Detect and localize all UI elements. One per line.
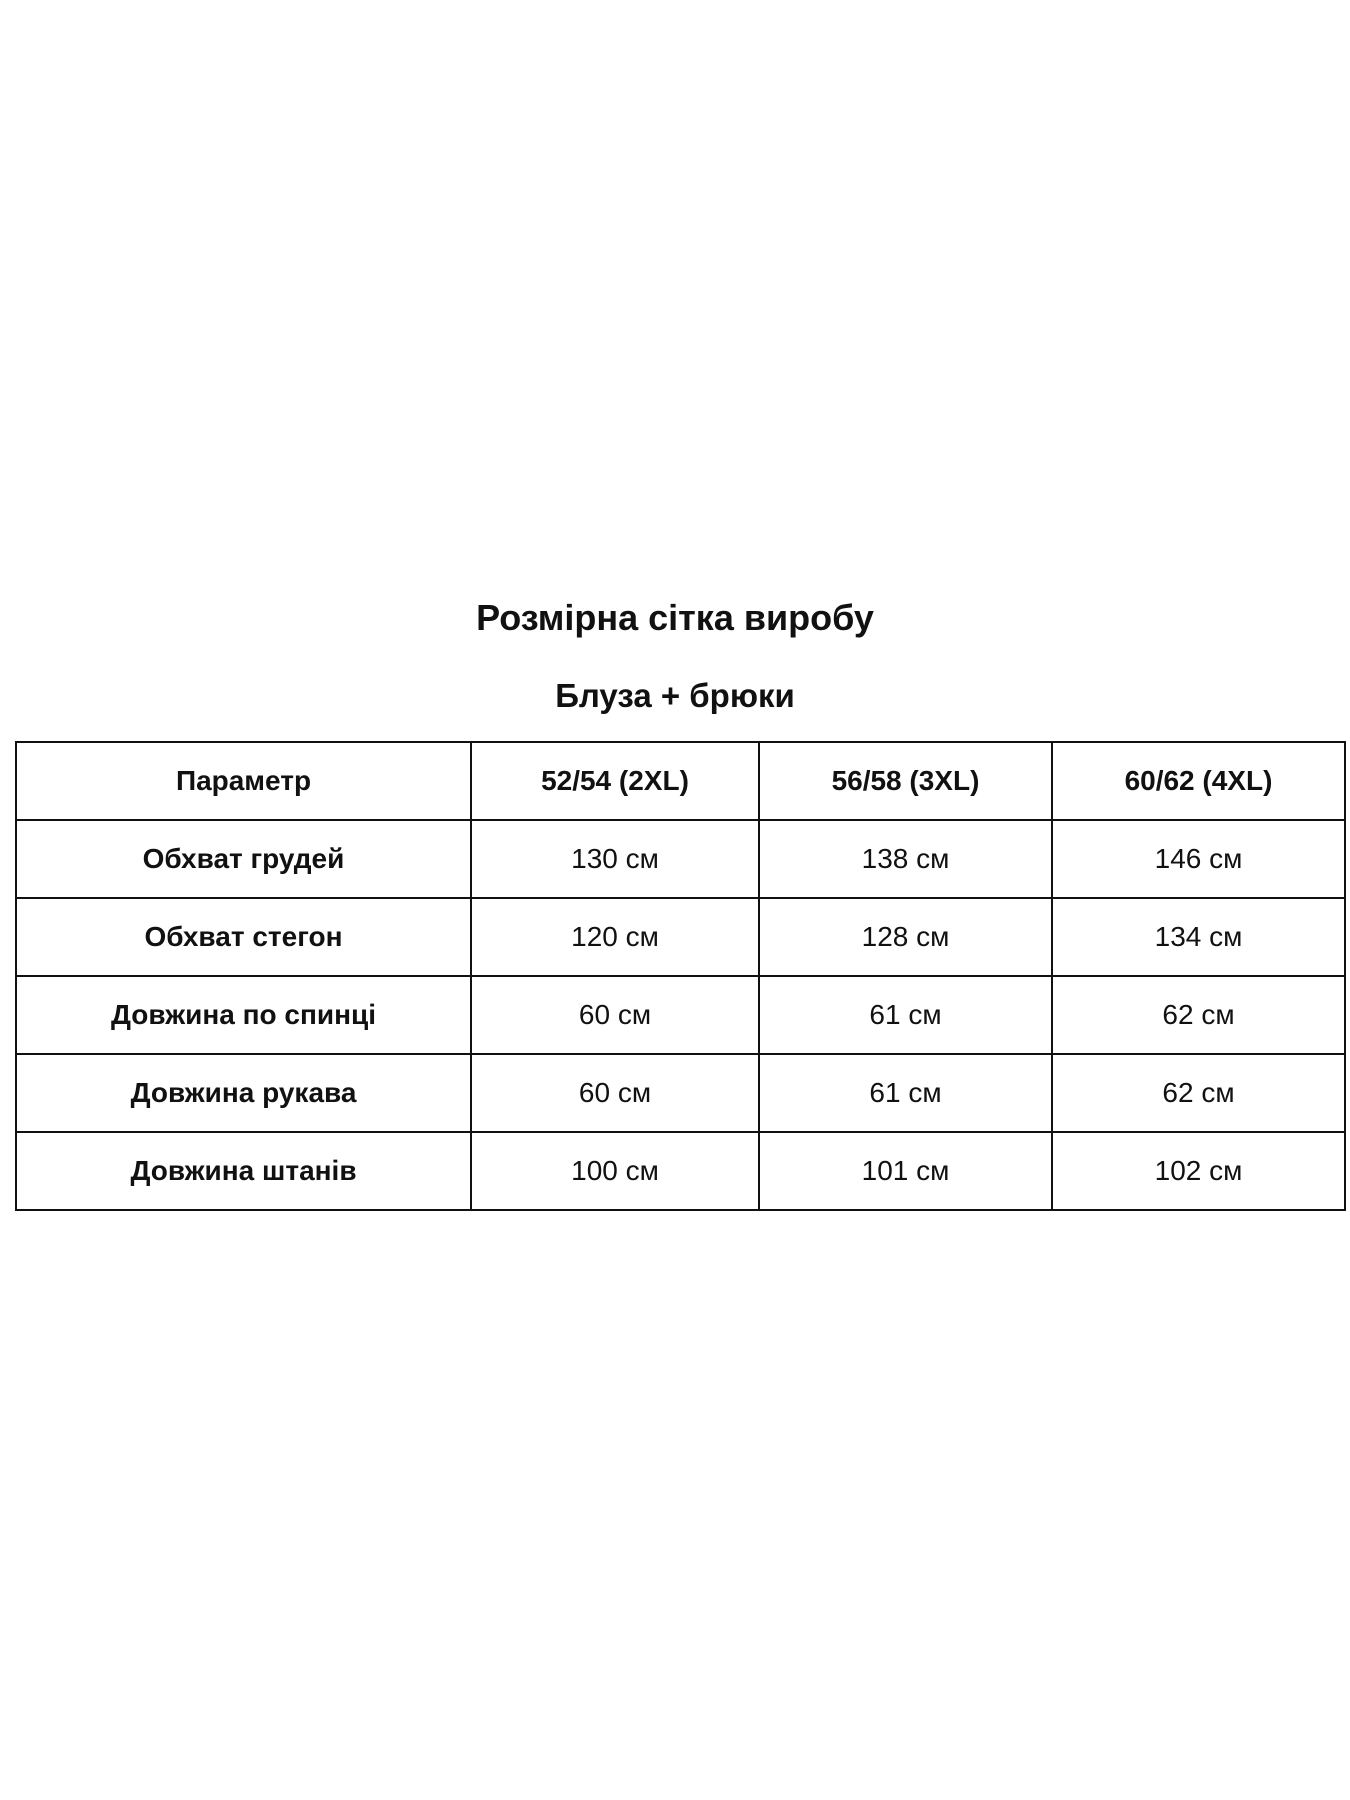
row-label: Обхват грудей [16, 820, 471, 898]
table-row [16, 976, 1345, 1054]
table-cell: 62 см [1052, 1054, 1345, 1132]
table-cell: 134 см [1052, 898, 1345, 976]
header-parameter: Параметр [16, 742, 471, 820]
table-cell: 130 см [471, 820, 759, 898]
table-row [16, 1054, 1345, 1132]
table-cell: 100 см [471, 1132, 759, 1210]
table-header-row [16, 742, 1345, 820]
row-label: Довжина рукава [16, 1054, 471, 1132]
table-row [16, 898, 1345, 976]
table-cell: 101 см [759, 1132, 1052, 1210]
page-title: Розмірна сітка виробу [476, 597, 874, 638]
table-cell: 62 см [1052, 976, 1345, 1054]
header-size-2xl: 52/54 (2XL) [471, 742, 759, 820]
table-cell: 138 см [759, 820, 1052, 898]
table-row [16, 820, 1345, 898]
row-label: Обхват стегон [16, 898, 471, 976]
table-cell: 146 см [1052, 820, 1345, 898]
table-cell: 60 см [471, 976, 759, 1054]
table-cell: 60 см [471, 1054, 759, 1132]
row-label: Довжина штанів [16, 1132, 471, 1210]
table-cell: 61 см [759, 976, 1052, 1054]
table-cell: 120 см [471, 898, 759, 976]
table-cell: 128 см [759, 898, 1052, 976]
table-cell: 61 см [759, 1054, 1052, 1132]
size-chart-table [15, 741, 1346, 1211]
row-label: Довжина по спинці [16, 976, 471, 1054]
header-size-3xl: 56/58 (3XL) [759, 742, 1052, 820]
header-size-4xl: 60/62 (4XL) [1052, 742, 1345, 820]
table-cell: 102 см [1052, 1132, 1345, 1210]
page-subtitle: Блуза + брюки [555, 677, 795, 714]
table-row [16, 1132, 1345, 1210]
